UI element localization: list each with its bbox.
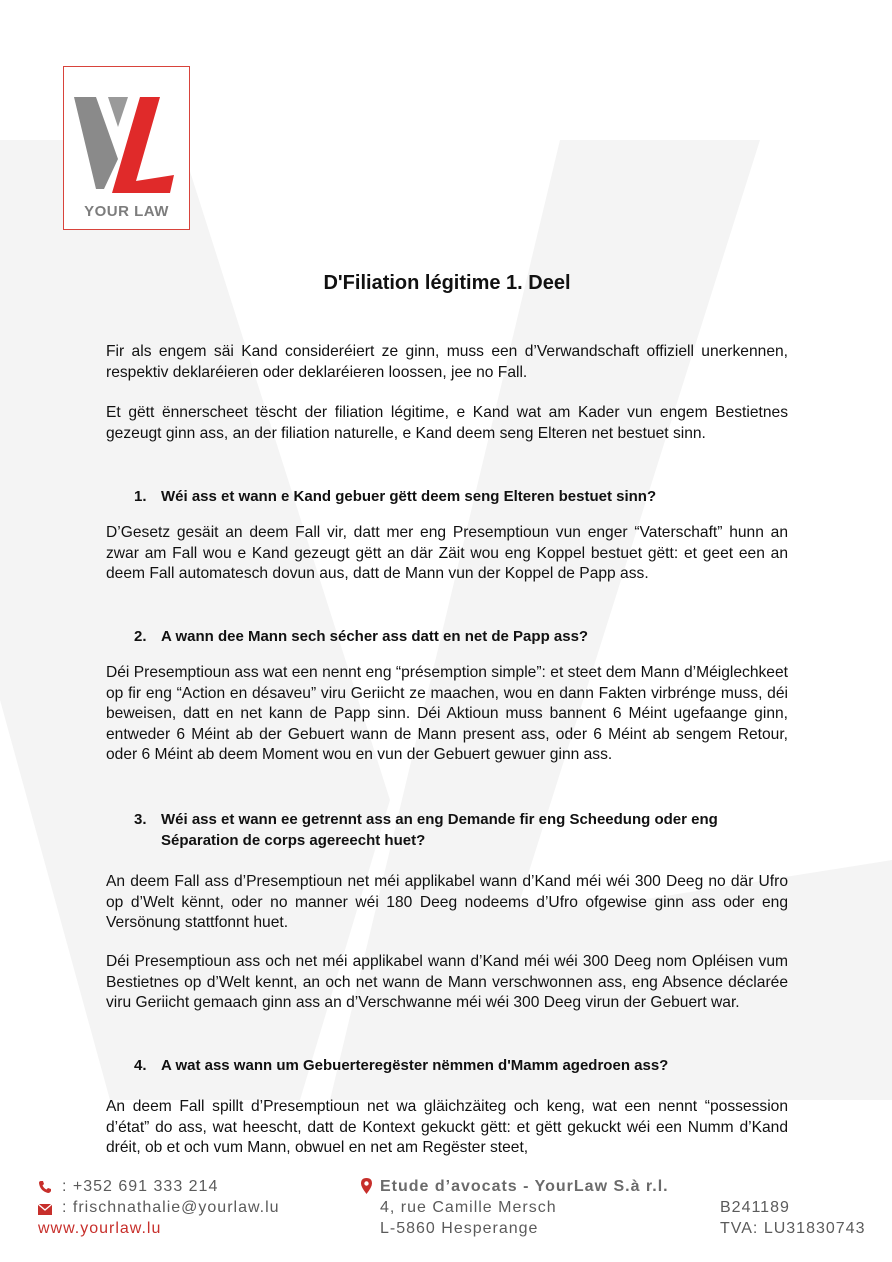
company-logo <box>63 66 190 230</box>
footer-phone[interactable]: : +352 691 333 214 <box>62 1178 219 1195</box>
paragraph: D’Gesetz gesäit an deem Fall vir, datt mer eng Presemptioun vun enger “Vaterschaft” hunn an zwar am Fall wou e Kand gezeugt gëtt an där Zäit wou eng Koppel bestuet gëtt: et geet een an deem Fall automatesch dovun aus, datt de Mann vun der Koppel de Papp ass. <box>106 524 788 583</box>
question-text: A wann dee Mann sech sécher ass datt en net de Papp ass? <box>161 628 589 645</box>
question-text: A wat ass wann um Gebuerteregëster nëmmen d'Mamm agedroen ass? <box>161 1057 669 1074</box>
location-pin-icon <box>361 1178 372 1194</box>
question-number: 1. <box>134 488 147 505</box>
question-heading <box>106 487 788 508</box>
page-title: D'Filiation légitime 1. Deel <box>323 272 571 294</box>
paragraph: Déi Presemptioun ass och net méi applikabel wann d’Kand méi wéi 300 Deeg nom Opléisen vum Bestietnes op d’Welt kennt, an och net wann de Mann verschwonnen ass, eng Absence déclarée viru Geriicht gemaach ginn ass an d’Verschwanne méi wéi 300 Deeg virun der Gebuert war. <box>106 953 788 1012</box>
logo-text: YOUR LAW <box>84 203 169 220</box>
paragraph: An deem Fall ass d’Presemptioun net méi applikabel wann d’Kand méi wéi 300 Deeg no där Ufro op d’Welt kënnt, oder no manner wéi 180 Deeg nodeems d’Ufro ofgewise ginn ass oder eng Versönung stattfonnt huet. <box>106 873 788 932</box>
footer-rcs: B241189 <box>720 1199 790 1216</box>
footer-firm-name: Etude d’avocats - YourLaw S.à r.l. <box>380 1178 669 1195</box>
question-number: 4. <box>134 1057 147 1074</box>
paragraph: Déi Presemptioun ass wat een nennt eng “présemption simple”: et steet dem Mann d’Méiglechkeet op fir eng “Action en désaveu” viru Geriicht ze maachen, wou en dann Fakten virbrénge muss, déi beweisen, datt en net kann de Papp sinn. Déi Aktioun muss bannent 6 Méint ugefaange ginn, entweder 6 Méint ab der Gebuert wann de Mann present ass, oder 6 Méint ab sengem Retour, oder 6 Méint ab deem Moment wou en vun der Gebuert gewuer ginn ass. <box>106 664 788 764</box>
paragraph: Fir als engem säi Kand consideréiert ze ginn, muss een d’Verwandschaft offiziell unerkennen, respektiv deklaréieren oder deklaréieren loossen, jee no Fall. <box>106 343 788 381</box>
question-heading <box>106 627 788 648</box>
footer-website[interactable]: www.yourlaw.lu <box>38 1220 162 1237</box>
question-heading <box>106 810 788 851</box>
paragraph: Et gëtt ënnerscheet tëscht der filiation légitime, e Kand wat am Kader vun engem Bestietnes gezeugt ginn ass, an der filiation naturelle, e Kand deem seng Elteren net bestuet sinn. <box>106 404 788 442</box>
question-number: 2. <box>134 628 147 645</box>
footer-tva: TVA: LU31830743 <box>720 1220 866 1237</box>
question-text: Wéi ass et wann e Kand gebuer gëtt deem seng Elteren bestuet sinn? <box>161 488 657 505</box>
footer <box>0 1172 892 1262</box>
footer-city: L-5860 Hesperange <box>380 1220 539 1237</box>
mail-icon <box>38 1204 52 1215</box>
footer-email[interactable]: : frischnathalie@yourlaw.lu <box>62 1199 280 1216</box>
question-number: 3. <box>134 811 147 828</box>
question-heading <box>106 1056 788 1077</box>
footer-street: 4, rue Camille Mersch <box>380 1199 557 1216</box>
paragraph: An deem Fall spillt d’Presemptioun net wa gläichzäiteg och keng, wat een nennt “possession d’état” do ass, wat heescht, datt de Kontext gekuckt gëtt: et gëtt gekuckt wéi een Numm d’Kand dréit, ob et och vum Mann, obwuel en net am Regëster steet, <box>106 1098 788 1157</box>
question-text: Wéi ass et wann ee getrennt ass an eng Demande fir eng Scheedung oder eng Séparation de corps agereecht huet? <box>161 811 718 849</box>
phone-icon <box>38 1180 52 1194</box>
yl-logo-icon <box>74 89 180 199</box>
